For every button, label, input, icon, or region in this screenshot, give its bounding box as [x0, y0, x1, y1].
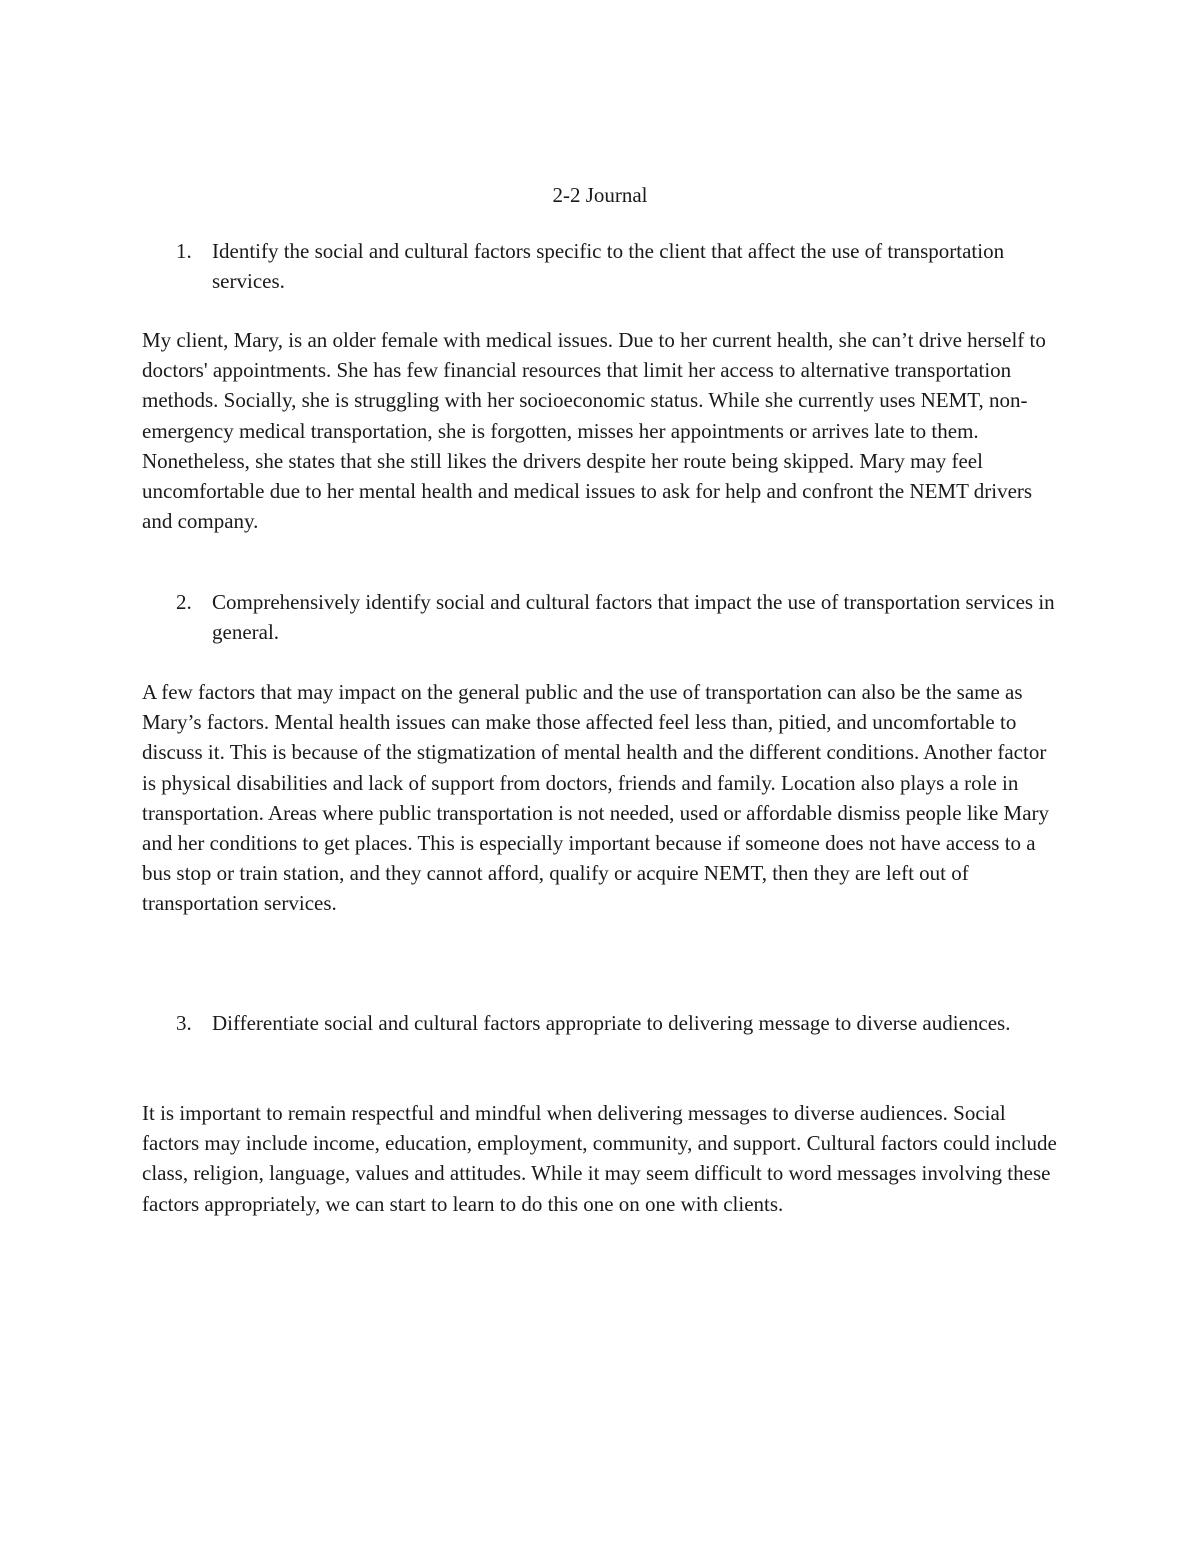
- question-number: 2.: [176, 590, 192, 614]
- question-3: [176, 1008, 1076, 1038]
- question-number: 1.: [176, 239, 192, 263]
- question-2: [176, 587, 1076, 647]
- question-text: Identify the social and cultural factors specific to the client that affect the use of transportation services.: [212, 239, 1005, 294]
- question-text: Differentiate social and cultural factors appropriate to delivering message to diverse audiences.: [212, 1011, 1011, 1035]
- answer-paragraph-2: A few factors that may impact on the general public and the use of transportation can also be the same as Mary’s factors. Mental health issues can make those affected feel less than, pitied, and uncomfortable to discuss it. This is because of the stigmatization of mental health and the different conditions. Another factor is physical disabilities and lack of support from doctors, friends and family. Location also plays a role in transportation. Areas where public transportation is not needed, used or affordable dismiss people like Mary and her conditions to get places. This is especially important because if someone does not have access to a bus stop or train station, and they cannot afford, qualify or acquire NEMT, then they are left out of transportation services.: [142, 680, 1050, 916]
- page-title: 2-2 Journal: [552, 183, 648, 207]
- question-text: Comprehensively identify social and cultural factors that impact the use of transportation services in general.: [212, 590, 1055, 645]
- answer-paragraph-3: It is important to remain respectful and mindful when delivering messages to diverse audiences. Social factors may include income, education, employment, community, and support. Cultural factors could include class, religion, language, values and attitudes. While it may seem difficult to word messages involving these factors appropriately, we can start to learn to do this one on one with clients.: [142, 1101, 1057, 1216]
- question-1: [176, 236, 1076, 296]
- question-number: 3.: [176, 1011, 192, 1035]
- answer-paragraph-1: My client, Mary, is an older female with medical issues. Due to her current health, she can’t drive herself to doctors' appointments. She has few financial resources that limit her access to alternative transportation methods. Socially, she is struggling with her socioeconomic status. While she currently uses NEMT, non-emergency medical transportation, she is forgotten, misses her appointments or arrives late to them. Nonetheless, she states that she still likes the drivers despite her route being skipped. Mary may feel uncomfortable due to her mental health and medical issues to ask for help and confront the NEMT drivers and company.: [142, 328, 1046, 534]
